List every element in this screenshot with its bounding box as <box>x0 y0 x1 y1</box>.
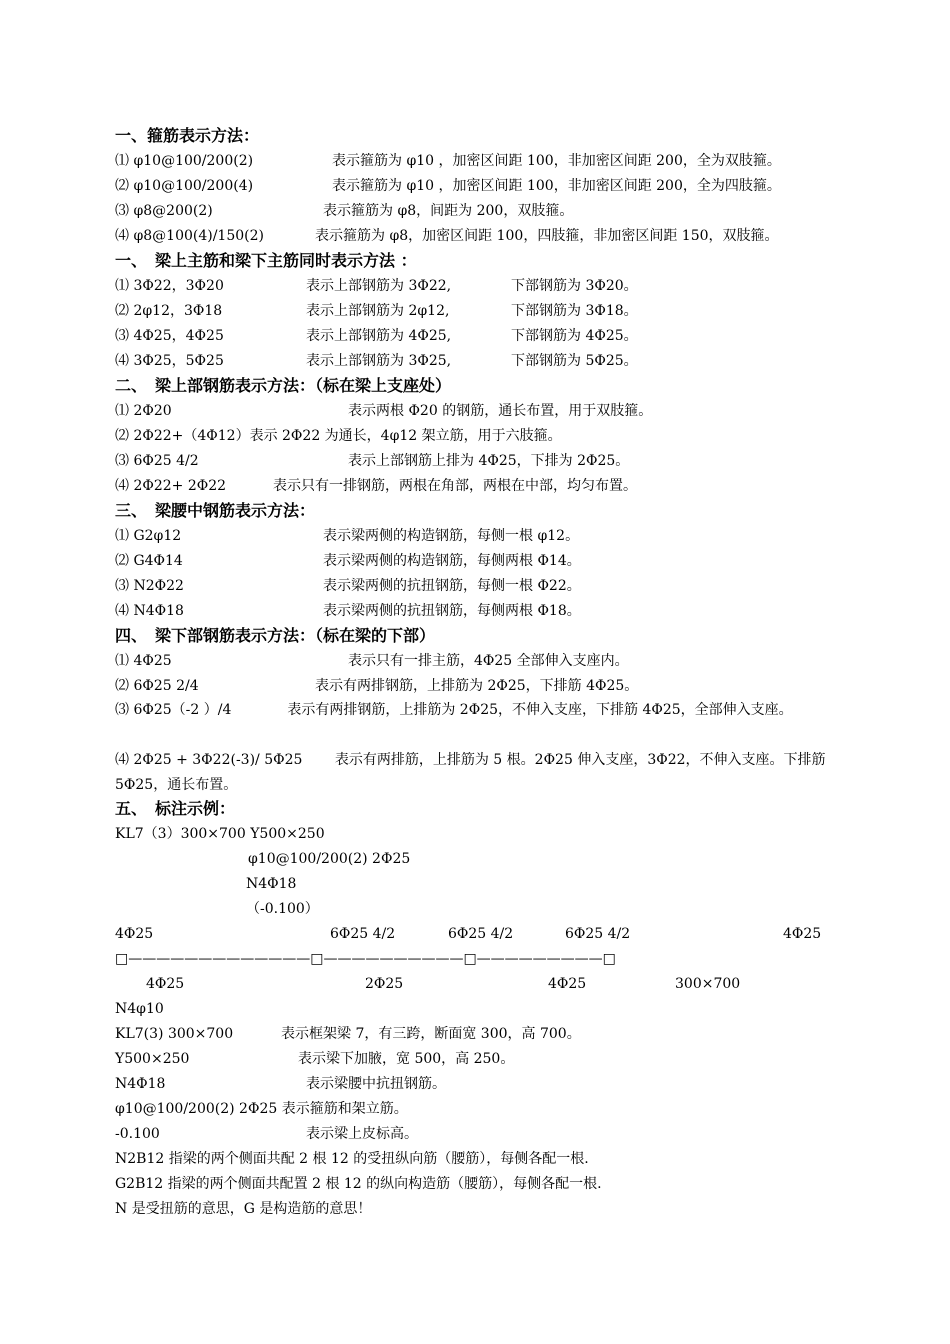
top-label-4: 6Φ25 4/2 <box>565 926 631 942</box>
note-2: G2B12 指梁的两个侧面共配置 2 根 12 的纵向构造筋（腰筋），每侧各配一根. <box>115 1176 602 1192</box>
s1-item-2-desc: 表示箍筋为 φ10 ，加密区间距 100，非加密区间距 200，全为四肢箍。 <box>332 178 781 194</box>
section-5-title: 四、 梁下部钢筋表示方法：（标在梁的下部） <box>115 626 436 645</box>
section-6-title: 五、 标注示例： <box>115 799 236 818</box>
explain-3-code: N4Φ18 <box>115 1076 166 1092</box>
s5-item-1-desc: 表示只有一排主筋，4Φ25 全部伸入支座内。 <box>348 653 629 669</box>
s3-item-4-desc: 表示只有一排钢筋，两根在角部，两根在中部，均匀布置。 <box>273 478 637 494</box>
example-bottom-labels <box>115 974 835 994</box>
top-label-5: 4Φ25 <box>783 926 822 942</box>
explain-5-code: -0.100 <box>115 1126 160 1142</box>
beam-line: □—————————————□——————————□—————————□ <box>115 951 616 967</box>
s4-item-3-code: ⑶ N2Φ22 <box>115 578 184 594</box>
s4-item-2-code: ⑵ G4Φ14 <box>115 553 183 569</box>
s2-item-1-code: ⑴ 3Φ22，3Φ20 <box>115 278 224 294</box>
s2-item-2-code: ⑵ 2φ12，3Φ18 <box>115 303 223 319</box>
section-1-title: 一、箍筋表示方法： <box>115 126 260 145</box>
example-n4-line: N4φ10 <box>115 1001 164 1017</box>
s5-item-2-desc: 表示有两排钢筋，上排筋为 2Φ25，下排筋 4Φ25。 <box>315 678 639 694</box>
s1-item-4-code: ⑷ φ8@100(4)/150(2) <box>115 228 264 244</box>
explain-1-code: KL7(3) 300×700 <box>115 1026 234 1042</box>
example-line-3: N4Φ18 <box>246 876 297 892</box>
s2-item-4-top: 表示上部钢筋为 3Φ25, <box>306 353 452 369</box>
s4-item-3-desc: 表示梁两侧的抗扭钢筋，每侧一根 Φ22。 <box>323 578 581 594</box>
s2-item-4-bottom: 下部钢筋为 5Φ25。 <box>511 353 638 369</box>
s3-item-3-code: ⑶ 6Φ25 4/2 <box>115 453 199 469</box>
s4-item-1-code: ⑴ G2φ12 <box>115 528 182 544</box>
note-1: N2B12 指梁的两个侧面共配 2 根 12 的受扭纵向筋（腰筋），每侧各配一根. <box>115 1151 589 1167</box>
explain-2-desc: 表示梁下加腋，宽 500，高 250。 <box>298 1051 515 1067</box>
s4-item-1-desc: 表示梁两侧的构造钢筋，每侧一根 φ12。 <box>323 528 580 544</box>
bottom-label-1: 4Φ25 <box>146 976 185 992</box>
s4-item-4-code: ⑷ N4Φ18 <box>115 603 184 619</box>
s3-item-1-code: ⑴ 2Φ20 <box>115 403 172 419</box>
s3-item-4-code: ⑷ 2Φ22+ 2Φ22 <box>115 478 227 494</box>
s2-item-3-bottom: 下部钢筋为 4Φ25。 <box>511 328 638 344</box>
bottom-label-2: 2Φ25 <box>365 976 404 992</box>
note-3: N 是受扭筋的意思，G 是构造筋的意思！ <box>115 1201 372 1217</box>
example-line-2: φ10@100/200(2) 2Φ25 <box>248 851 411 867</box>
s1-item-1-code: ⑴ φ10@100/200(2) <box>115 153 254 169</box>
explain-5-desc: 表示梁上皮标高。 <box>306 1126 418 1142</box>
s1-item-1-desc: 表示箍筋为 φ10 ，加密区间距 100，非加密区间距 200，全为双肢箍。 <box>332 153 781 169</box>
s2-item-3-code: ⑶ 4Φ25，4Φ25 <box>115 328 224 344</box>
s4-item-4-desc: 表示梁两侧的抗扭钢筋，每侧两根 Φ18。 <box>323 603 581 619</box>
s3-item-3-desc: 表示上部钢筋上排为 4Φ25，下排为 2Φ25。 <box>348 453 630 469</box>
s1-item-2-code: ⑵ φ10@100/200(4) <box>115 178 254 194</box>
example-line-4: （-0.100） <box>246 901 319 917</box>
explain-4-code: φ10@100/200(2) 2Φ25 表示箍筋和架立筋。 <box>115 1101 408 1117</box>
s2-item-3-top: 表示上部钢筋为 4Φ25, <box>306 328 452 344</box>
s2-item-1-top: 表示上部钢筋为 3Φ22, <box>306 278 452 294</box>
section-4-title: 三、 梁腰中钢筋表示方法： <box>115 501 316 520</box>
s3-item-1-desc: 表示两根 Φ20 的钢筋，通长布置，用于双肢箍。 <box>348 403 653 419</box>
s1-item-3-desc: 表示箍筋为 φ8，间距为 200，双肢箍。 <box>323 203 574 219</box>
s2-item-4-code: ⑷ 3Φ25，5Φ25 <box>115 353 224 369</box>
s4-item-2-desc: 表示梁两侧的构造钢筋，每侧两根 Φ14。 <box>323 553 581 569</box>
explain-3-desc: 表示梁腰中抗扭钢筋。 <box>306 1076 446 1092</box>
s5-item-2-code: ⑵ 6Φ25 2/4 <box>115 678 199 694</box>
s3-item-2-code: ⑵ 2Φ22+（4Φ12）表示 2Φ22 为通长，4φ12 架立筋，用于六肢箍。 <box>115 428 562 444</box>
bottom-label-3: 4Φ25 <box>548 976 587 992</box>
s5-item-3: ⑶ 6Φ25（-2 ）/4 表示有两排钢筋，上排筋为 2Φ25，不伸入支座，下排筋 4Φ25，全部伸入支座。 <box>115 702 793 718</box>
top-label-2: 6Φ25 4/2 <box>330 926 396 942</box>
s5-item-1-code: ⑴ 4Φ25 <box>115 653 172 669</box>
section-2-title: 一、 梁上主筋和梁下主筋同时表示方法 ： <box>115 251 417 270</box>
s2-item-1-bottom: 下部钢筋为 3Φ20。 <box>511 278 638 294</box>
explain-1-desc: 表示框架梁 7，有三跨，断面宽 300，高 700。 <box>281 1026 581 1042</box>
s2-item-2-top: 表示上部钢筋为 2φ12, <box>306 303 450 319</box>
example-top-labels <box>115 924 835 944</box>
s1-item-4-desc: 表示箍筋为 φ8，加密区间距 100，四肢箍，非加密区间距 150，双肢箍。 <box>315 228 779 244</box>
explain-2-code: Y500×250 <box>115 1051 190 1067</box>
bottom-label-4: 300×700 <box>675 976 741 992</box>
s2-item-2-bottom: 下部钢筋为 3Φ18。 <box>511 303 638 319</box>
example-line-1: KL7（3）300×700 Y500×250 <box>115 826 325 842</box>
s5-item-4: ⑷ 2Φ25 + 3Φ22(-3)/ 5Φ25 表示有两排筋，上排筋为 5 根。2Φ25 伸入支座，3Φ22，不伸入支座。下排筋 5Φ25，通长布置。 <box>115 752 826 793</box>
section-3-title: 二、 梁上部钢筋表示方法：（标在梁上支座处） <box>115 376 452 395</box>
s1-item-3-code: ⑶ φ8@200(2) <box>115 203 213 219</box>
top-label-3: 6Φ25 4/2 <box>448 926 514 942</box>
top-label-1: 4Φ25 <box>115 926 154 942</box>
